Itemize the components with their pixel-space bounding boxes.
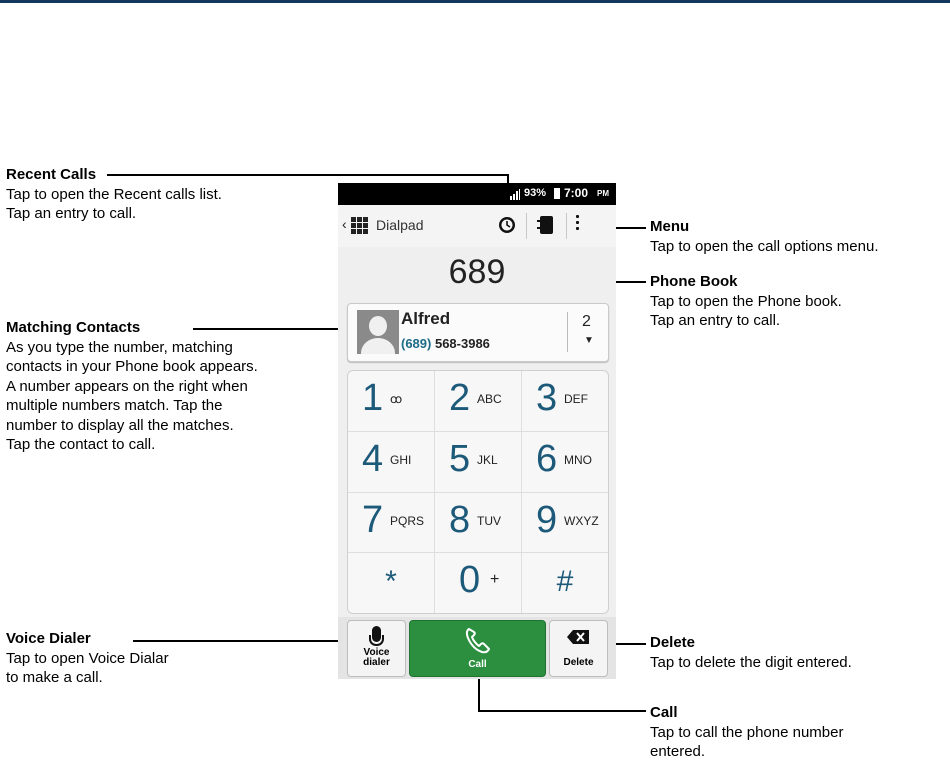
annotation-title: Call: [650, 704, 678, 721]
annotation-title: Phone Book: [650, 273, 738, 290]
key-digit: 8: [449, 498, 471, 541]
bottom-bar: [338, 617, 616, 679]
status-ampm: PM: [597, 189, 609, 198]
contact-avatar-icon: [357, 310, 399, 354]
key-hash[interactable]: [522, 553, 608, 613]
annotation-call: [650, 703, 843, 762]
divider: [526, 213, 527, 239]
dialed-number: 689: [448, 253, 506, 291]
overflow-menu-icon[interactable]: [576, 215, 580, 233]
annotation-delete: [650, 633, 852, 672]
key-digit: 3: [536, 377, 558, 419]
annotation-title: Delete: [650, 634, 696, 651]
divider: [567, 312, 568, 352]
contact-number: [401, 336, 490, 351]
annotation-menu: [650, 217, 879, 256]
annotation-title: Recent Calls: [6, 166, 97, 183]
callout-line: [107, 174, 509, 176]
voicemail-icon: ꝏ: [390, 392, 403, 406]
key-digit: #: [556, 565, 574, 599]
key-1[interactable]: [348, 371, 434, 431]
callout-line: [193, 328, 346, 330]
key-digit: 0: [459, 559, 481, 602]
contact-name: Alfred: [401, 309, 451, 328]
key-letters: MNO: [564, 452, 592, 467]
dialpad: [347, 370, 609, 614]
key-letters: WXYZ: [564, 513, 599, 528]
annotation-desc: Tap to delete the digit entered.: [650, 653, 852, 671]
annotation-desc: Tap to open the Phone book. Tap an entry to call.: [650, 292, 842, 329]
key-7[interactable]: [348, 493, 434, 553]
annotation-desc: Tap to call the phone number entered.: [650, 723, 844, 760]
dialpad-grid-icon: [351, 217, 368, 234]
number-match: (689): [401, 336, 432, 351]
phone-book-icon[interactable]: [540, 216, 553, 234]
annotation-voice-dialer: [6, 629, 169, 688]
key-0[interactable]: [435, 553, 521, 613]
action-bar: [338, 205, 616, 247]
status-time: 7:00: [564, 186, 589, 200]
clock-icon[interactable]: [498, 216, 516, 234]
key-digit: 2: [449, 377, 471, 419]
microphone-stand: [369, 635, 384, 646]
status-bar: [338, 183, 616, 205]
key-letters: +: [490, 571, 500, 589]
divider: [566, 213, 567, 239]
battery-icon: [554, 188, 560, 199]
key-star[interactable]: [348, 553, 434, 613]
signal-icon: [510, 189, 520, 200]
dropdown-arrow-icon[interactable]: ▼: [584, 335, 594, 346]
key-digit: 5: [449, 437, 471, 480]
key-digit: *: [385, 565, 397, 599]
phone-handset-icon: [463, 625, 491, 655]
annotation-title: Matching Contacts: [6, 319, 141, 336]
key-9[interactable]: [522, 493, 608, 553]
key-letters: ABC: [477, 392, 502, 406]
key-letters: TUV: [477, 513, 501, 528]
phone-screen: [338, 183, 616, 679]
annotation-title: Menu: [650, 218, 690, 235]
key-digit: 9: [536, 498, 558, 541]
key-6[interactable]: [522, 432, 608, 492]
call-button[interactable]: [409, 620, 546, 677]
voice-dialer-button[interactable]: [347, 620, 406, 677]
key-digit: 7: [362, 498, 384, 541]
key-letters: PQRS: [390, 513, 425, 528]
battery-percent: 93%: [524, 187, 547, 199]
key-2[interactable]: [435, 371, 521, 431]
match-count[interactable]: 2: [582, 313, 591, 330]
key-letters: DEF: [564, 392, 588, 406]
key-digit: 1: [362, 377, 384, 419]
key-8[interactable]: [435, 493, 521, 553]
delete-button[interactable]: [549, 620, 608, 677]
annotation-desc: As you type the number, matching contacts in your Phone book appears. A number appears on the right when multiple numbers match. Tap the number to display all the matches. Tap the contact to call.: [6, 338, 258, 453]
annotation-desc: Tap to open Voice Dialar to make a call.: [6, 649, 169, 686]
key-3[interactable]: [522, 371, 608, 431]
annotation-desc: Tap to open the call options menu.: [650, 237, 879, 255]
backspace-icon: [566, 629, 590, 645]
annotation-phone-book: [650, 272, 842, 331]
callout-line: [478, 710, 646, 712]
key-digit: 6: [536, 437, 558, 480]
annotation-matching-contacts: [6, 318, 258, 455]
key-5[interactable]: [435, 432, 521, 492]
action-bar-title: Dialpad: [376, 217, 424, 233]
callout-line: [133, 640, 344, 642]
delete-label: Delete: [563, 657, 594, 668]
matching-contact[interactable]: [347, 303, 609, 362]
annotation-desc: Tap to open the Recent calls list. Tap an entry to call.: [6, 185, 222, 222]
key-letters: JKL: [477, 452, 498, 467]
top-rule: [0, 0, 950, 3]
key-digit: 4: [362, 437, 384, 480]
call-label: Call: [468, 659, 487, 670]
back-caret-icon[interactable]: ‹: [342, 216, 347, 232]
annotation-title: Voice Dialer: [6, 630, 91, 647]
voice-dialer-label: Voice dialer: [363, 647, 390, 668]
key-4[interactable]: [348, 432, 434, 492]
number-rest: 568-3986: [431, 336, 490, 351]
key-letters: GHI: [390, 452, 412, 467]
